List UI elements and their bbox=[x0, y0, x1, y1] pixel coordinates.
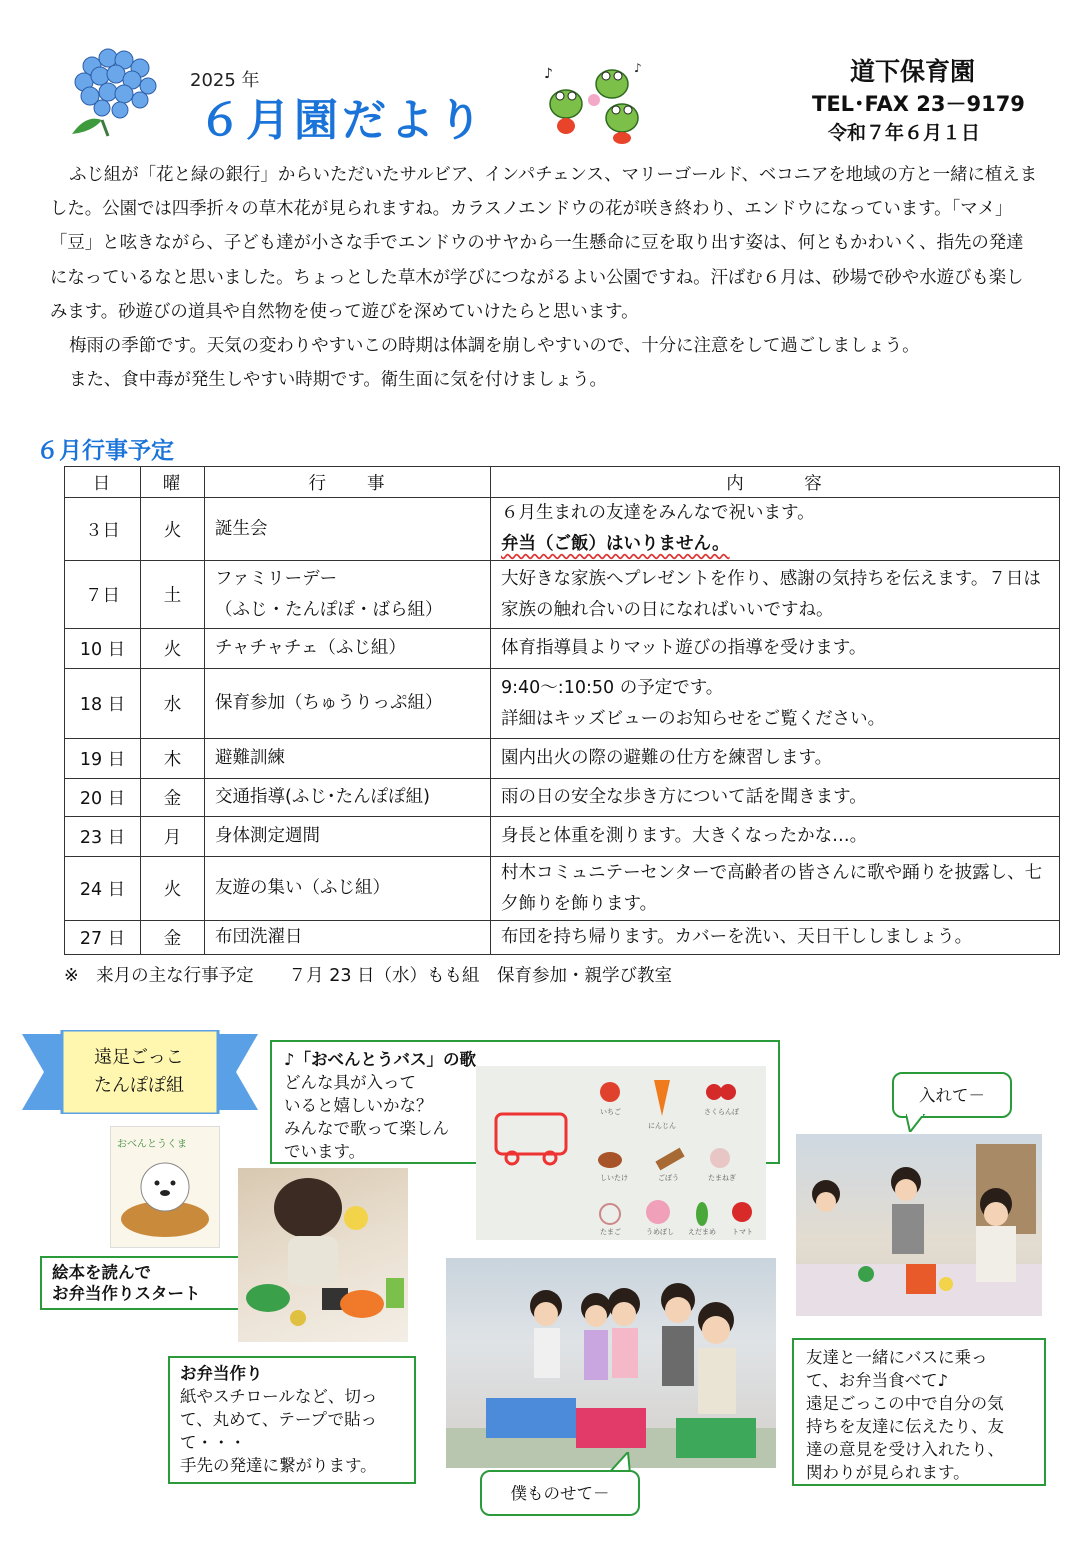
next-month-note: ※ 来月の主な行事予定 ７月 23 日（水）もも組 保育参加・親学び教室 bbox=[64, 966, 673, 986]
food-illustrations bbox=[476, 1066, 766, 1240]
schedule-header-row bbox=[65, 467, 1060, 498]
food-label: たまねぎ bbox=[708, 1174, 736, 1182]
hydrangea-illustration bbox=[62, 36, 166, 140]
cell-day: 19 日 bbox=[65, 739, 141, 779]
event-line-2: （ふじ・たんぽぽ・ばら組） bbox=[215, 599, 443, 620]
cell-day: 20 日 bbox=[65, 779, 141, 817]
table-row bbox=[65, 817, 1060, 857]
bento-caption-line: 紙やスチロールなど、切っ bbox=[180, 1387, 378, 1406]
cell-weekday: 土 bbox=[141, 561, 205, 629]
cell-event: 身体測定週間 bbox=[205, 817, 491, 857]
song-line: どんな具が入って bbox=[284, 1073, 416, 1092]
schedule-table bbox=[64, 466, 1060, 955]
bento-caption-line: て、丸めて、テープで貼っ bbox=[180, 1410, 378, 1429]
tel-fax: TEL･FAX 23－9179 bbox=[812, 92, 1025, 116]
cell-weekday: 火 bbox=[141, 857, 205, 921]
schedule-title: ６月行事予定 bbox=[36, 438, 174, 464]
svg-text:♪: ♪ bbox=[544, 66, 553, 82]
cell-weekday: 金 bbox=[141, 779, 205, 817]
bus-caption-line: 関わりが見られます。 bbox=[806, 1463, 970, 1482]
cell-event: 交通指導(ふじ･たんぽぽ組) bbox=[205, 779, 491, 817]
song-board-photo bbox=[476, 1066, 766, 1240]
cell-detail bbox=[491, 669, 1060, 739]
food-label: トマト bbox=[732, 1228, 753, 1236]
craft-photo bbox=[238, 1168, 408, 1342]
banner-line-2: たんぽぽ組 bbox=[94, 1075, 184, 1096]
cell-day: ３日 bbox=[65, 498, 141, 561]
singing-frogs-illustration bbox=[536, 58, 648, 144]
cell-weekday: 月 bbox=[141, 817, 205, 857]
cell-weekday: 火 bbox=[141, 498, 205, 561]
book-caption-line-1: 絵本を読んで bbox=[52, 1263, 151, 1282]
table-row bbox=[65, 921, 1060, 955]
book-caption-box bbox=[40, 1256, 244, 1310]
issue-date: 令和７年６月１日 bbox=[828, 122, 981, 144]
bento-play-photo bbox=[796, 1134, 1042, 1316]
bento-caption-line: 手先の発達に繋がります。 bbox=[180, 1456, 377, 1475]
cell-event: 友遊の集い（ふじ組） bbox=[205, 857, 491, 921]
speech-bubble-ireteh bbox=[892, 1072, 1012, 1118]
bus-caption-line: 持ちを友達に伝えたり、友 bbox=[806, 1417, 1004, 1436]
table-row bbox=[65, 498, 1060, 561]
banner-line-1: 遠足ごっこ bbox=[94, 1047, 184, 1068]
detail-line-2: 詳細はキッズビューのお知らせをご覧ください。 bbox=[501, 708, 886, 729]
cell-event: 布団洗濯日 bbox=[205, 921, 491, 955]
detail-line: ６月生まれの友達をみんなで祝います。 bbox=[501, 503, 815, 523]
bento-caption-box bbox=[168, 1356, 416, 1484]
food-label: たまご bbox=[600, 1228, 621, 1236]
header-weekday: 曜 bbox=[141, 467, 205, 498]
cell-detail: 雨の日の安全な歩き方について話を聞きます。 bbox=[491, 779, 1060, 817]
banner-text bbox=[62, 1044, 216, 1100]
cell-day: 24 日 bbox=[65, 857, 141, 921]
cell-weekday: 金 bbox=[141, 921, 205, 955]
intro-text bbox=[50, 158, 1040, 397]
intro-paragraph-2: 梅雨の季節です。天気の変わりやすいこの時期は体調を崩しやすいので、十分に注意をして過ごしましょう。 bbox=[69, 336, 920, 357]
food-label: うめぼし bbox=[646, 1228, 674, 1236]
book-caption-line-2: お弁当作りスタート bbox=[52, 1284, 201, 1303]
cell-detail: 園内出火の際の避難の仕方を練習します。 bbox=[491, 739, 1060, 779]
cell-detail: 身長と体重を測ります。大きくなったかな…。 bbox=[491, 817, 1060, 857]
cell-detail bbox=[491, 498, 1060, 561]
food-label: いちご bbox=[600, 1108, 621, 1116]
svg-text:♪: ♪ bbox=[634, 61, 642, 75]
intro-paragraph-1: ふじ組が「花と緑の銀行」からいただいたサルビア、インパチェンス、マリーゴールド、ベコニアを地域の方と一緒に植えました。公園では四季折々の草木花が見られますね。カラスノエンドウの花が咲き終わり、エンドウになっています。「マメ」「豆」と呟きながら、子ども達が小さな手でエンドウのサヤから一生懸命に豆を取り出す姿は、何ともかわいく、指先の発達になっているなと思いました。ちょっとした草木が学びにつながるよい公園ですね。汗ばむ６月は、砂場で砂や水遊びも楽しみます。砂遊びの道具や自然物を使って遊びを深めていけたらと思います。 bbox=[50, 165, 1038, 322]
bus-caption-line: 達の意見を受け入れたり、 bbox=[806, 1440, 1004, 1459]
bus-caption-line: て、お弁当食べて♪ bbox=[806, 1371, 949, 1390]
intro-paragraph-3: また、食中毒が発生しやすい時期です。衛生面に気を付けましょう。 bbox=[69, 370, 607, 391]
bento-caption-title: お弁当作り bbox=[180, 1364, 263, 1383]
cell-day: 23 日 bbox=[65, 817, 141, 857]
food-label: さくらんぼ bbox=[704, 1108, 739, 1116]
bus-caption-line: 友達と一緒にバスに乗っ bbox=[806, 1348, 988, 1367]
cell-event: チャチャチェ（ふじ組） bbox=[205, 629, 491, 669]
food-label: ごぼう bbox=[658, 1174, 679, 1182]
book-title-text: おべんとうくま bbox=[117, 1139, 187, 1150]
bento-caption-line: て・・・ bbox=[180, 1433, 246, 1452]
table-row bbox=[65, 857, 1060, 921]
table-row bbox=[65, 739, 1060, 779]
song-line: でいます。 bbox=[284, 1142, 366, 1161]
food-label: えだまめ bbox=[688, 1228, 716, 1236]
table-row bbox=[65, 669, 1060, 739]
cell-detail: 村木コミュニテーセンターで高齢者の皆さんに歌や踊りを披露し、七夕飾りを飾ります。 bbox=[491, 857, 1060, 921]
cell-weekday: 木 bbox=[141, 739, 205, 779]
table-row bbox=[65, 629, 1060, 669]
song-title: ♪「おべんとうバス」の歌 bbox=[284, 1050, 477, 1069]
food-label: しいたけ bbox=[600, 1174, 628, 1182]
event-line: ファミリーデー bbox=[215, 568, 338, 589]
cell-detail: 体育指導員よりマット遊びの指導を受けます。 bbox=[491, 629, 1060, 669]
song-line: いると嬉しいかな？ bbox=[284, 1096, 433, 1115]
cell-day: 18 日 bbox=[65, 669, 141, 739]
cell-event: 避難訓練 bbox=[205, 739, 491, 779]
table-row bbox=[65, 779, 1060, 817]
song-line: みんなで歌って楽しん bbox=[284, 1119, 449, 1138]
bus-caption-box bbox=[792, 1338, 1046, 1486]
food-label: にんじん bbox=[648, 1122, 676, 1130]
header-day: 日 bbox=[65, 467, 141, 498]
cell-day: 27 日 bbox=[65, 921, 141, 955]
cell-event: 保育参加（ちゅうりっぷ組） bbox=[205, 669, 491, 739]
newsletter-title: ６月園だより bbox=[198, 95, 486, 146]
header-detail: 内 容 bbox=[491, 467, 1060, 498]
bubble-tail bbox=[906, 1114, 926, 1132]
table-row bbox=[65, 561, 1060, 629]
cell-detail: 大好きな家族へプレゼントを作り、感謝の気持ちを伝えます。７日は家族の触れ合いの日になればいいですね。 bbox=[491, 561, 1060, 629]
cell-weekday: 水 bbox=[141, 669, 205, 739]
header-event: 行 事 bbox=[205, 467, 491, 498]
nursery-name: 道下保育園 bbox=[850, 57, 976, 86]
cell-detail: 布団を持ち帰ります。カバーを洗い、天日干ししましょう。 bbox=[491, 921, 1060, 955]
cell-event bbox=[205, 561, 491, 629]
bubble-text: 入れて－ bbox=[919, 1086, 985, 1105]
detail-note: 弁当（ご飯）はいりません。 bbox=[501, 534, 730, 554]
cell-weekday: 火 bbox=[141, 629, 205, 669]
bubble-text: 僕ものせて－ bbox=[510, 1484, 610, 1503]
cell-day: 10 日 bbox=[65, 629, 141, 669]
cell-event: 誕生会 bbox=[205, 498, 491, 561]
cell-day: ７日 bbox=[65, 561, 141, 629]
picture-book-cover bbox=[110, 1126, 220, 1248]
kids-bus-photo bbox=[446, 1258, 776, 1468]
bus-caption-line: 遠足ごっこの中で自分の気 bbox=[806, 1394, 1004, 1413]
detail-line: 9:40～:10:50 の予定です。 bbox=[501, 677, 724, 698]
speech-bubble-noseteh bbox=[480, 1470, 640, 1516]
issue-year: 2025 年 bbox=[190, 70, 260, 91]
